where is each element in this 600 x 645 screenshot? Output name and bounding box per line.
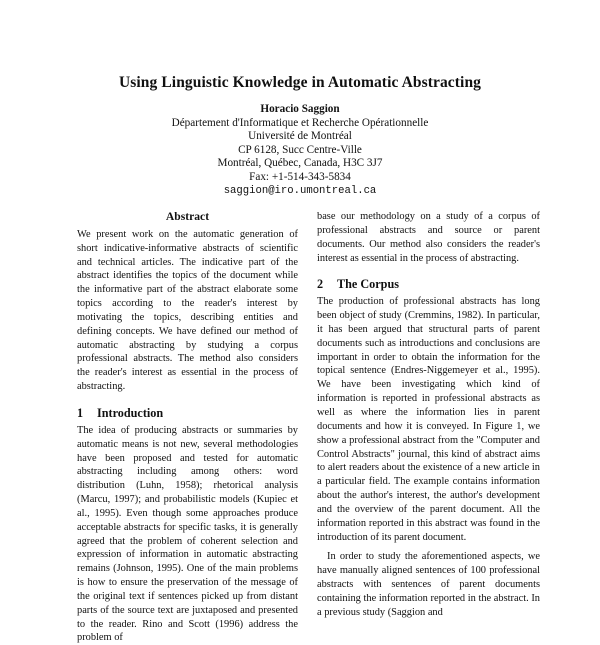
abstract-continuation: base our methodology on a study of a corpus of professional abstracts and source or parent documents. Our method also considers the reader's interest as essential in the process of abstracting.: [317, 211, 540, 264]
section-number: 1: [77, 405, 84, 420]
left-column: [77, 210, 298, 645]
author-block: [0, 103, 600, 198]
affiliation-line: Département d'Informatique et Recherche Opérationnelle: [171, 116, 429, 129]
section-heading-introduction: [77, 407, 298, 421]
affiliation-line: Université de Montréal: [248, 130, 352, 143]
affiliation-line: CP 6128, Succ Centre-Ville: [238, 143, 362, 156]
corpus-paragraph-1: The production of professional abstracts has long been object of study (Cremmins, 1982). In particular, it has been argued that structural parts of parent documents such as introductions and conclusions are important in order to obtain the information for the topical sentence (Endres-Niggemeyer et al., 1995). We have been investigating which kind of information is reported in professional abstracts as well as where the information lies in parent documents and how it is conveyed. In Figure 1, we show a professional abstract from the "Computer and Control Abstracts" journal, this kind of abstract aims to alert readers about the existence of a new article in a particular field. The example contains information about the author's interest, the author's development and the overview of the parent document. All the information reported in this abstract was found in the introduction of its parent document.: [317, 296, 540, 543]
affiliation-line: Montréal, Québec, Canada, H3C 3J7: [217, 157, 383, 170]
abstract-text: We present work on the automatic generation of short indicative-informative abstracts of scientific and technical articles. The indicative part of the abstract identifies the topics of the document while the informative part of the abstract elaborate some topics according to the reader's interest by motivating the topics, describing entities and defining concepts. We have defined our method of automatic abstracting by studying a corpus professional abstracts. The method also considers the reader's interest as essential in the process of abstracting.: [77, 228, 298, 393]
right-column: [317, 210, 540, 620]
paper-title: Using Linguistic Knowledge in Automatic Abstracting: [118, 74, 482, 91]
affiliation-line: Fax: +1-514-343-5834: [249, 170, 351, 183]
section-title: Introduction: [97, 405, 164, 420]
abstract-heading: Abstract: [165, 210, 210, 223]
corpus-paragraph-2: In order to study the aforementioned aspects, we have manually aligned sentences of 100 professional abstracts with sentences of parent documents containing the information reported in the abstract. In a previous study (Saggion and: [317, 551, 540, 618]
introduction-text: The idea of producing abstracts or summaries by automatic means is not new, several methodologies have been proposed and tested for automatic abstracting including among others: word distribution (Luhn, 1958); rhetorical analysis (Marcu, 1997); and probabilistic models (Kupiec et al., 1995). Even though some approaches produce acceptable abstracts for specific tasks, it is generally agreed that the problem of coherent selection and expression of information in automatic abstracting remains (Johnson, 1995). One of the main problems is how to ensure the preservation of the message of the original text if sentences picked up from distant parts of the source text are juxtaposed and presented to the reader. Rino and Scott (1996) address the problem of: [77, 424, 298, 644]
section-heading-corpus: [317, 278, 540, 292]
author-email: saggion@iro.umontreal.ca: [223, 184, 377, 197]
section-title: The Corpus: [337, 277, 399, 292]
author-name: Horacio Saggion: [260, 103, 340, 115]
section-number: 2: [317, 277, 324, 292]
